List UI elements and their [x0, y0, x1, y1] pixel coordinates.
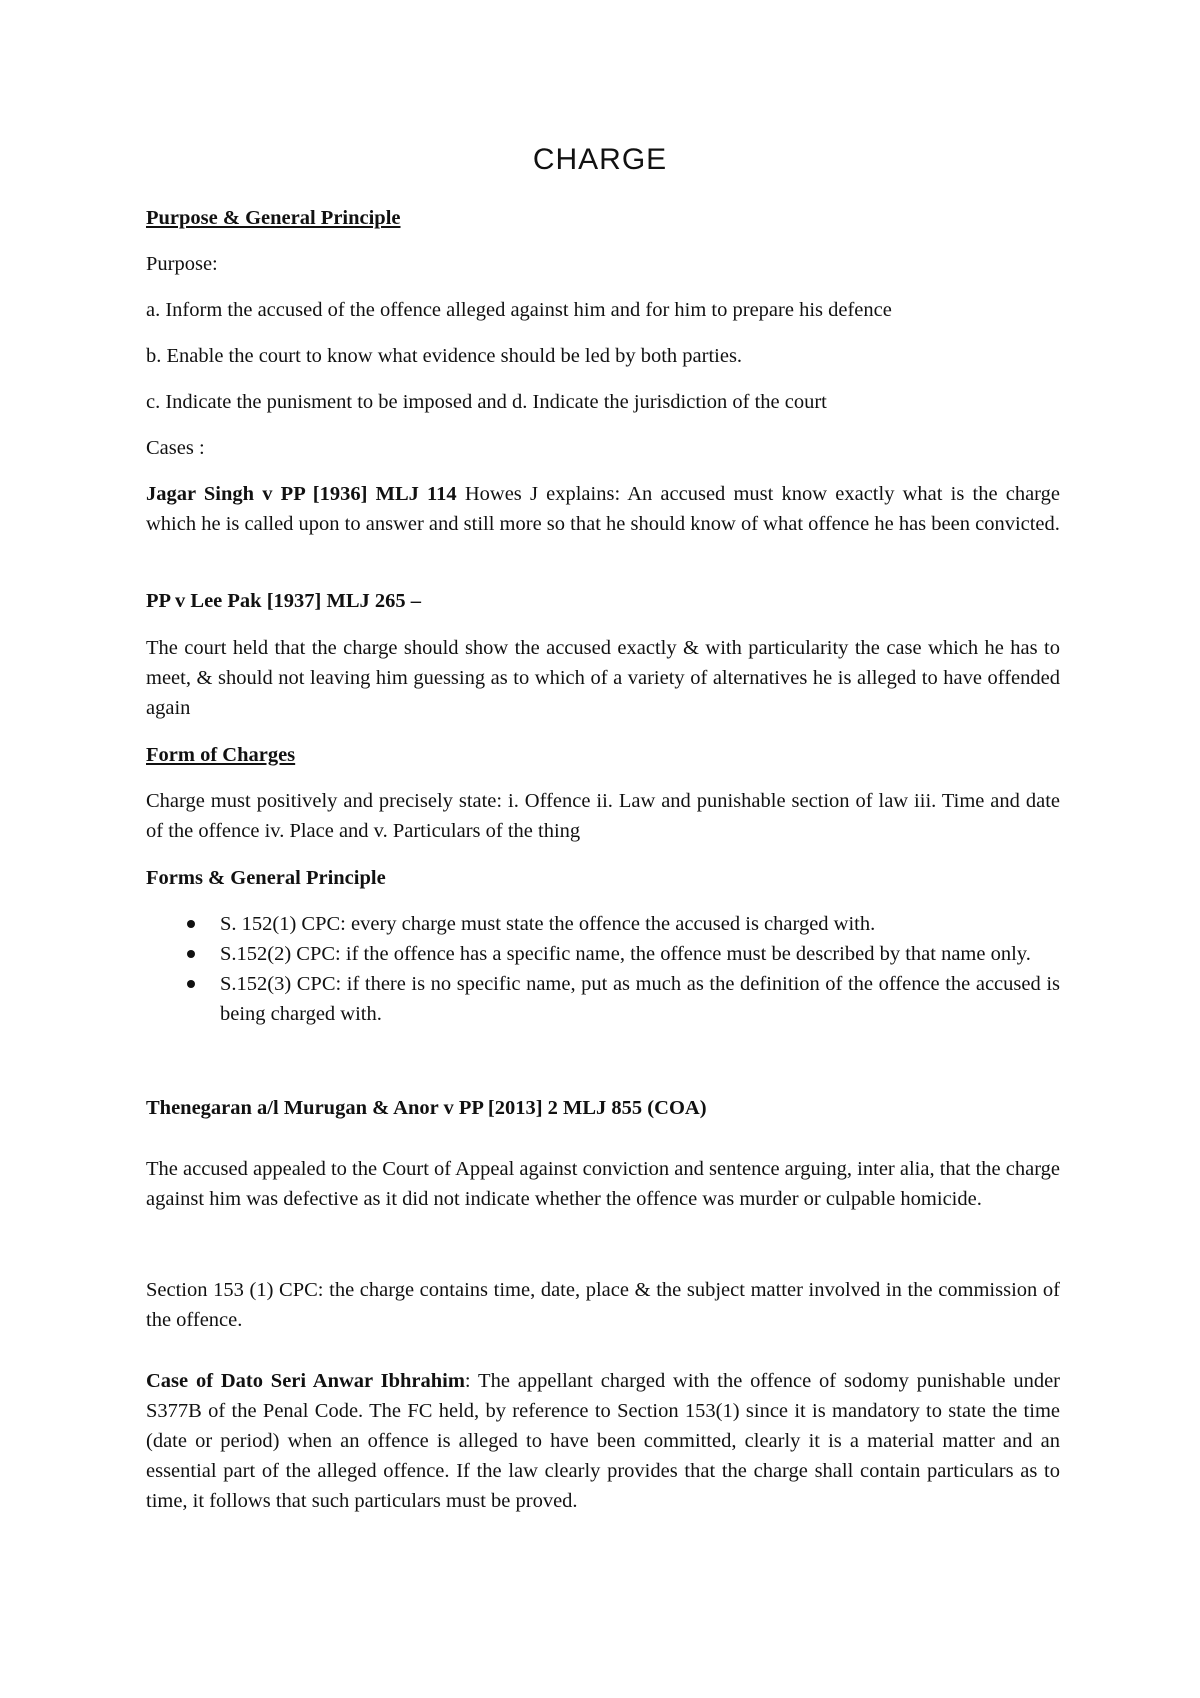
forms-principle-heading: Forms & General Principle: [146, 867, 386, 889]
case-lee-pak-heading: PP v Lee Pak [1937] MLJ 265 –: [146, 590, 422, 612]
cases-label: Cases :: [146, 437, 205, 459]
list-item: S. 152(1) CPC: every charge must state the offence the accused is charged with.: [146, 909, 1060, 939]
purpose-item-b: b. Enable the court to know what evidence should be led by both parties.: [146, 345, 743, 367]
case-thenegaran-heading: Thenegaran a/l Murugan & Anor v PP [2013] 2 MLJ 855 (COA): [146, 1097, 707, 1119]
purpose-label: Purpose:: [146, 253, 218, 275]
case-name: Jagar Singh v PP [1936] MLJ 114: [146, 483, 457, 505]
purpose-item-a: a. Inform the accused of the offence alleged against him and for him to prepare his defence: [146, 299, 892, 321]
bullet-icon: [187, 920, 195, 928]
form-of-charges-heading: Form of Charges: [146, 744, 296, 766]
case-text: Howes J explains: An accused must know exactly what is the charge which he is called upon to answer and still more so that he should know of what offence he has been convicted.: [146, 483, 1060, 535]
form-of-charges-text: Charge must positively and precisely state: i. Offence ii. Law and punishable section of law iii. Time and date of the offence iv. Place and v. Particulars of the thing: [146, 790, 1060, 842]
case-name: Case of Dato Seri Anwar Ibhrahim: [146, 1370, 465, 1392]
bullet-icon: [187, 950, 195, 958]
case-lee-pak-text: The court held that the charge should show the accused exactly & with particularity the case which he has to meet, & should not leaving him guessing as to which of a variety of alternatives he is alleged to have offended again: [146, 637, 1060, 719]
list-item: S.152(3) CPC: if there is no specific name, put as much as the definition of the offence the accused is being charged with.: [146, 969, 1060, 1029]
case-jagar-singh: [146, 479, 1060, 539]
page-title: CHARGE: [532, 143, 668, 176]
bullet-icon: [187, 980, 195, 988]
list-item: S.152(2) CPC: if the offence has a specific name, the offence must be described by that name only.: [146, 939, 1060, 969]
case-anwar-ibrahim: [146, 1366, 1060, 1516]
purpose-heading: Purpose & General Principle: [146, 207, 401, 229]
purpose-item-c: c. Indicate the punisment to be imposed and d. Indicate the jurisdiction of the court: [146, 391, 827, 413]
cpc-bullet-list: [146, 909, 1060, 1029]
case-text: : The appellant charged with the offence of sodomy punishable under S377B of the Penal Code. The FC held, by reference to Section 153(1) since it is mandatory to state the time (date or period) when an offence is alleged to have been committed, clearly it is a material matter and an essential part of the alleged offence. If the law clearly provides that the charge shall contain particulars as to time, it follows that such particulars must be proved.: [146, 1370, 1060, 1512]
case-thenegaran-text: The accused appealed to the Court of Appeal against conviction and sentence arguing, inter alia, that the charge against him was defective as it did not indicate whether the offence was murder or culpable homicide.: [146, 1158, 1061, 1210]
section-153-text: Section 153 (1) CPC: the charge contains time, date, place & the subject matter involved in the commission of the offence.: [146, 1279, 1060, 1331]
